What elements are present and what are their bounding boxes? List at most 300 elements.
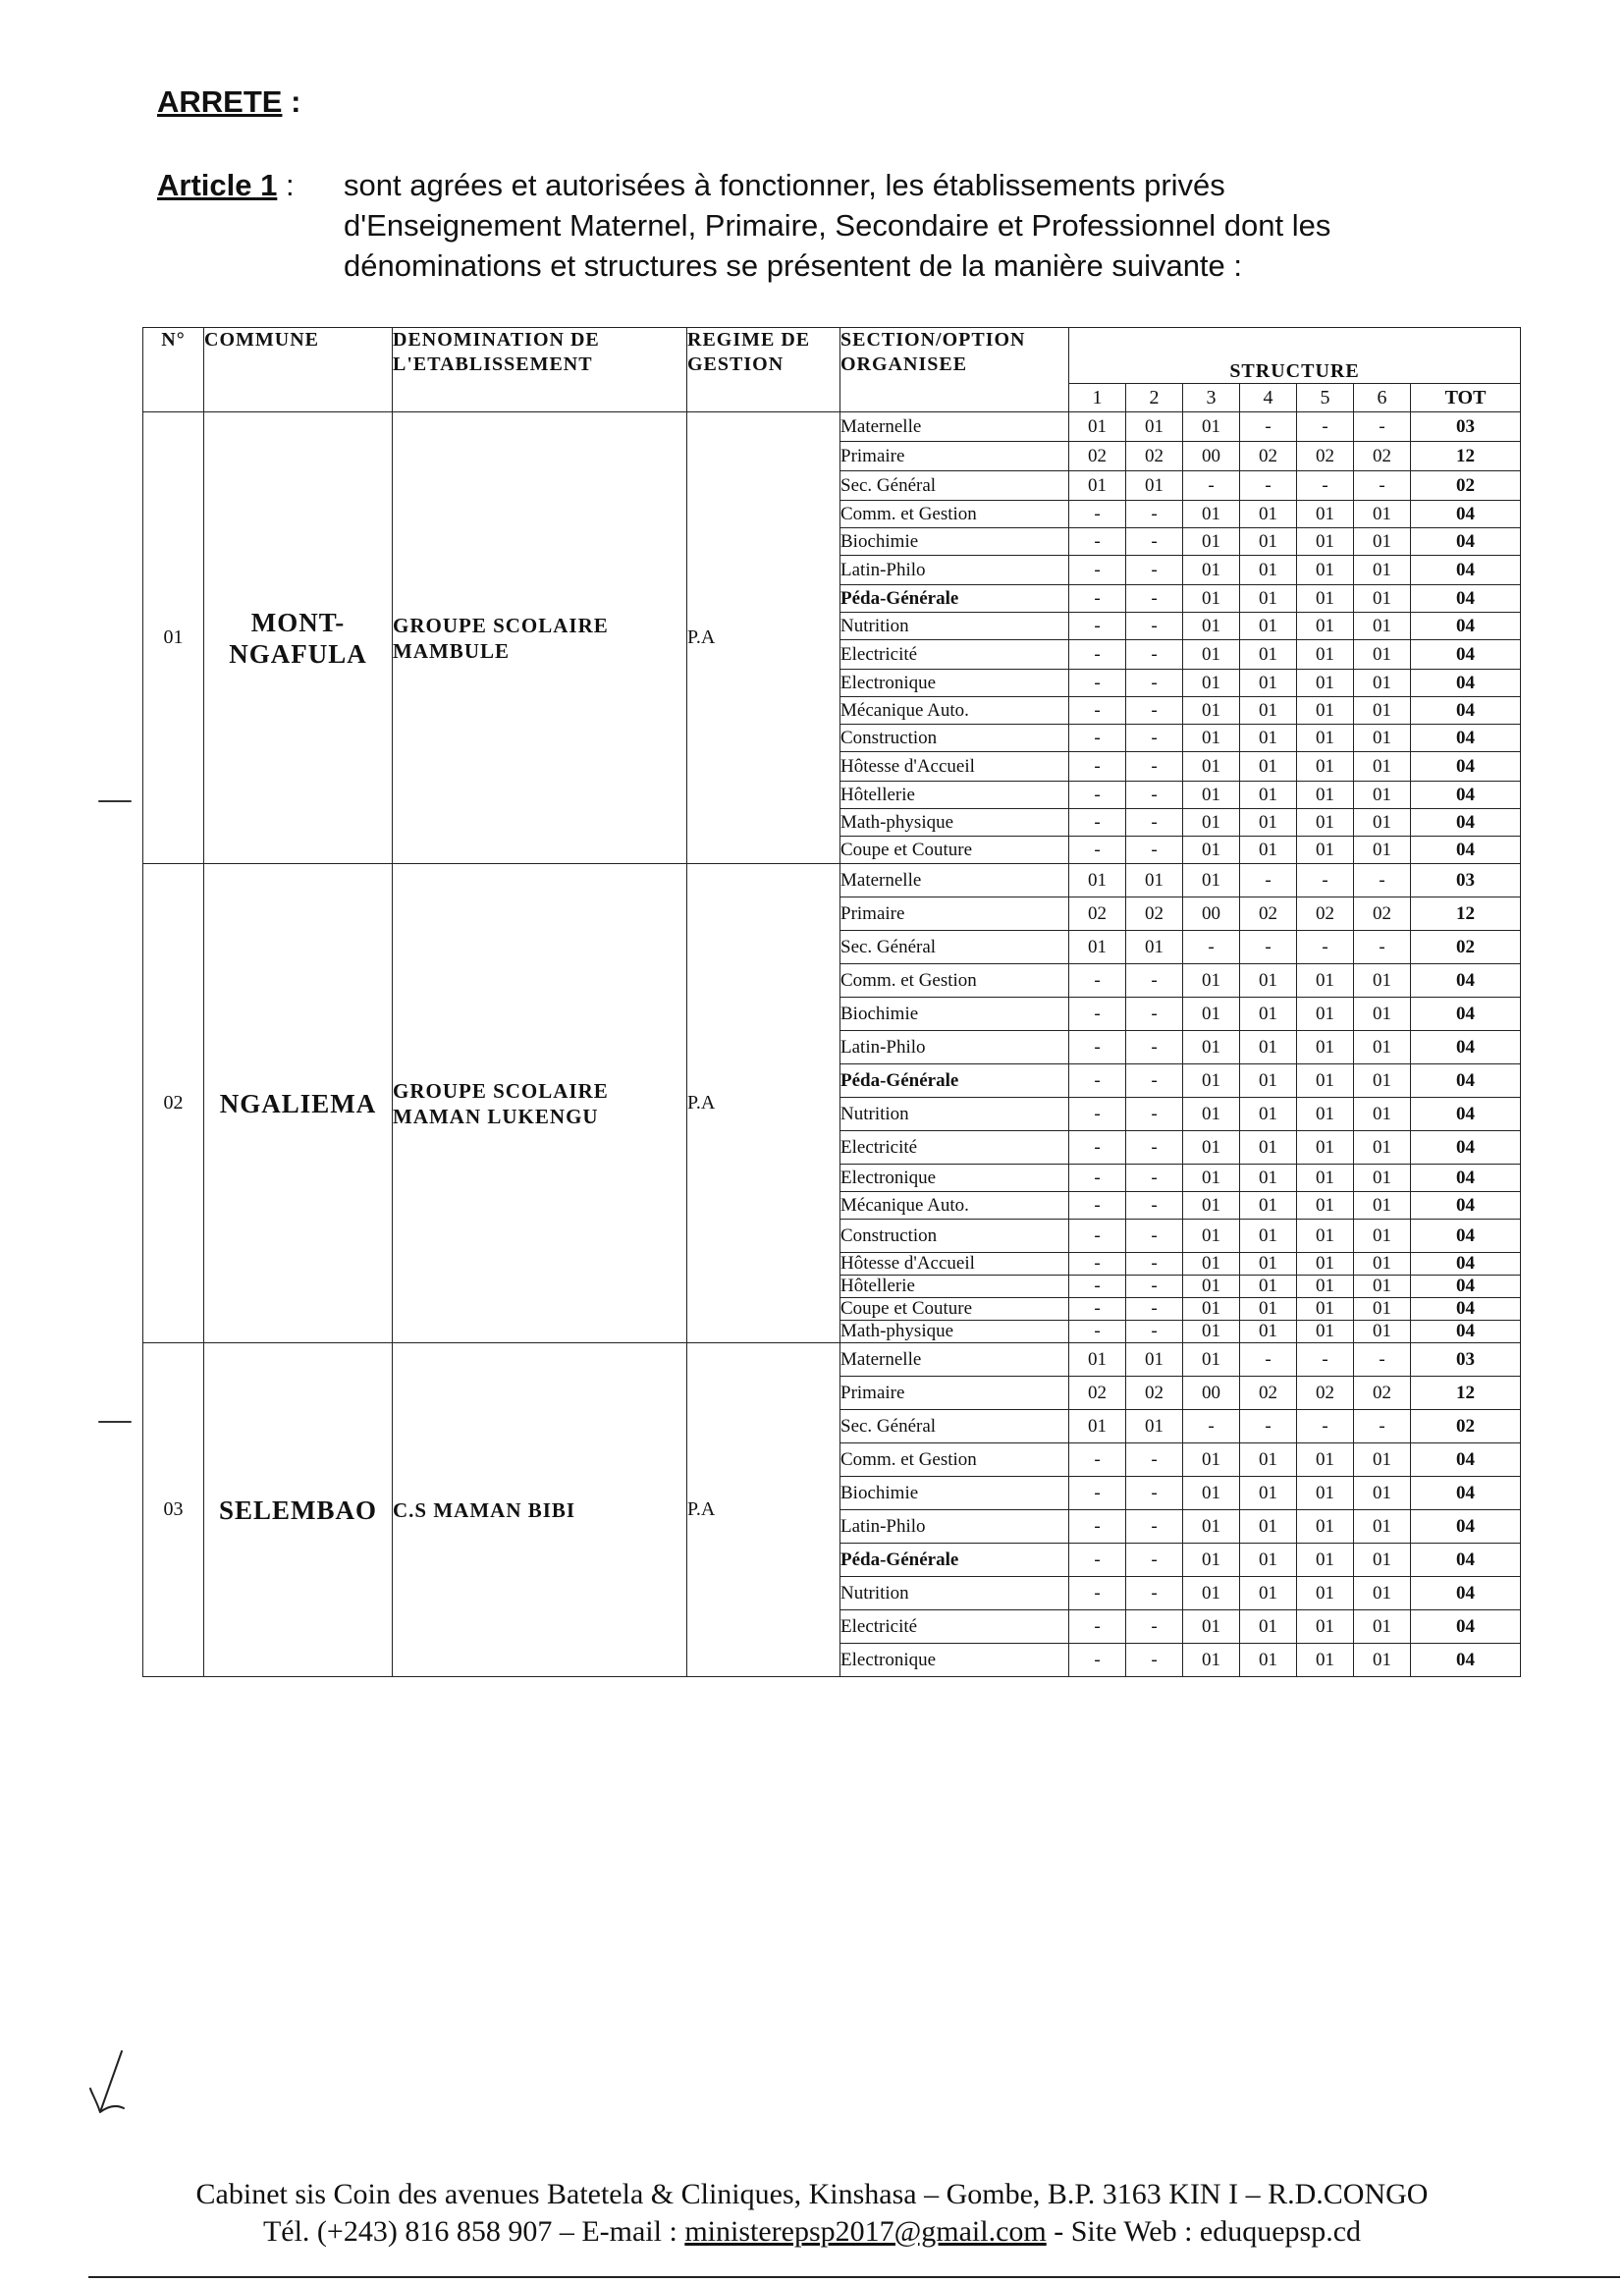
section-option: Electronique [840,1644,1069,1677]
structure-cell-3: 01 [1183,964,1240,998]
structure-total: 04 [1411,782,1521,809]
section-option: Electricité [840,1610,1069,1644]
structure-cell-1: 01 [1069,412,1126,442]
article-label: Article 1 [157,168,278,202]
structure-cell-3: 00 [1183,442,1240,471]
structure-total: 04 [1411,725,1521,752]
margin-mark [98,1421,132,1423]
structure-total: 04 [1411,1064,1521,1098]
structure-cell-3: 01 [1183,640,1240,670]
structure-cell-4: 01 [1240,1131,1297,1165]
structure-cell-3: 00 [1183,897,1240,931]
structure-cell-2: - [1126,752,1183,782]
structure-cell-4: 01 [1240,809,1297,837]
structure-total: 04 [1411,697,1521,725]
structure-total: 04 [1411,640,1521,670]
structure-cell-3: 01 [1183,782,1240,809]
table-body [143,412,1521,1677]
margin-mark [98,800,132,802]
header-col-5: 5 [1297,384,1354,412]
structure-cell-5: 01 [1297,1131,1354,1165]
structure-cell-3: 01 [1183,412,1240,442]
structure-cell-4: 01 [1240,585,1297,613]
structure-cell-1: - [1069,528,1126,556]
structure-cell-1: - [1069,1644,1126,1677]
footer-phone: Tél. (+243) 816 858 907 – E-mail : [262,2215,685,2248]
structure-cell-6: 01 [1354,1321,1411,1343]
structure-total: 03 [1411,864,1521,897]
structure-cell-4: 02 [1240,1377,1297,1410]
structure-cell-5: 01 [1297,1298,1354,1321]
structure-cell-2: - [1126,725,1183,752]
structure-cell-2: 02 [1126,1377,1183,1410]
structure-cell-5: 01 [1297,1443,1354,1477]
structure-cell-4: 01 [1240,501,1297,528]
structure-cell-4: 01 [1240,1031,1297,1064]
header-col-tot: TOT [1411,384,1521,412]
structure-cell-5: 01 [1297,1165,1354,1192]
structure-cell-6: 01 [1354,556,1411,585]
structure-cell-6: 01 [1354,1477,1411,1510]
structure-total: 02 [1411,1410,1521,1443]
structure-cell-3: 01 [1183,585,1240,613]
structure-cell-6: 01 [1354,1610,1411,1644]
structure-cell-4: - [1240,1410,1297,1443]
section-option: Electronique [840,670,1069,697]
section-option: Biochimie [840,1477,1069,1510]
structure-cell-2: - [1126,964,1183,998]
structure-cell-1: - [1069,1321,1126,1343]
section-option: Electricité [840,1131,1069,1165]
structure-cell-6: 01 [1354,1098,1411,1131]
structure-cell-2: - [1126,1220,1183,1253]
structure-cell-3: - [1183,931,1240,964]
structure-total: 04 [1411,1276,1521,1298]
structure-cell-6: 01 [1354,1253,1411,1276]
structure-cell-3: 00 [1183,1377,1240,1410]
structure-cell-1: - [1069,585,1126,613]
structure-cell-1: - [1069,1544,1126,1577]
structure-cell-3: 01 [1183,528,1240,556]
structure-cell-5: 01 [1297,964,1354,998]
structure-total: 04 [1411,1298,1521,1321]
structure-cell-1: - [1069,837,1126,864]
section-option: Hôtesse d'Accueil [840,1253,1069,1276]
structure-cell-2: - [1126,528,1183,556]
header-col-3: 3 [1183,384,1240,412]
section-option: Math-physique [840,809,1069,837]
group-etablissement: GROUPE SCOLAIRE MAMAN LUKENGU [393,864,687,1343]
structure-cell-4: 01 [1240,752,1297,782]
structure-cell-5: 01 [1297,837,1354,864]
structure-cell-2: - [1126,1510,1183,1544]
group-regime: P.A [687,1343,840,1677]
structure-cell-1: - [1069,613,1126,640]
structure-total: 04 [1411,964,1521,998]
page-heading [157,84,300,120]
structure-cell-4: 01 [1240,1321,1297,1343]
structure-cell-5: 01 [1297,1220,1354,1253]
structure-cell-1: 02 [1069,897,1126,931]
structure-cell-6: 01 [1354,1443,1411,1477]
structure-cell-5: 01 [1297,697,1354,725]
structure-cell-2: - [1126,585,1183,613]
structure-total: 04 [1411,501,1521,528]
group-no: 03 [143,1343,204,1677]
structure-cell-5: 01 [1297,782,1354,809]
structure-cell-5: 01 [1297,1276,1354,1298]
structure-cell-5: 01 [1297,725,1354,752]
structure-cell-5: 01 [1297,528,1354,556]
footer-rule [88,2276,1620,2278]
group-commune: NGALIEMA [204,864,393,1343]
structure-cell-2: - [1126,1165,1183,1192]
table-row [143,1343,1521,1377]
structure-cell-4: 01 [1240,1276,1297,1298]
structure-cell-5: 01 [1297,1031,1354,1064]
structure-cell-6: 01 [1354,1192,1411,1220]
structure-cell-6: - [1354,864,1411,897]
structure-cell-1: - [1069,1510,1126,1544]
structure-cell-1: - [1069,640,1126,670]
structure-cell-1: - [1069,1165,1126,1192]
structure-cell-2: 01 [1126,864,1183,897]
structure-cell-5: 01 [1297,998,1354,1031]
structure-cell-1: - [1069,1220,1126,1253]
structure-cell-2: - [1126,1098,1183,1131]
structure-cell-2: - [1126,1544,1183,1577]
section-option: Comm. et Gestion [840,964,1069,998]
structure-cell-5: 01 [1297,1610,1354,1644]
table-row [143,864,1521,897]
section-option: Primaire [840,1377,1069,1410]
structure-total: 03 [1411,1343,1521,1377]
structure-cell-5: 01 [1297,1321,1354,1343]
structure-cell-4: 01 [1240,556,1297,585]
section-option: Comm. et Gestion [840,1443,1069,1477]
structure-cell-5: - [1297,864,1354,897]
structure-cell-2: - [1126,670,1183,697]
structure-cell-6: - [1354,1343,1411,1377]
section-option: Coupe et Couture [840,1298,1069,1321]
structure-cell-1: - [1069,1031,1126,1064]
structure-cell-3: 01 [1183,501,1240,528]
section-option: Péda-Générale [840,1544,1069,1577]
structure-cell-3: 01 [1183,1343,1240,1377]
structure-cell-1: - [1069,1477,1126,1510]
section-option: Sec. Général [840,1410,1069,1443]
structure-cell-2: - [1126,1443,1183,1477]
section-option: Biochimie [840,528,1069,556]
structure-cell-1: - [1069,1298,1126,1321]
structure-cell-3: 01 [1183,1298,1240,1321]
structure-cell-1: 01 [1069,1343,1126,1377]
structure-cell-5: - [1297,1343,1354,1377]
structure-cell-1: 02 [1069,1377,1126,1410]
structure-cell-5: - [1297,471,1354,501]
structure-cell-3: 01 [1183,1510,1240,1544]
structure-total: 04 [1411,1443,1521,1477]
structure-cell-4: - [1240,412,1297,442]
footer-website: - Site Web : eduquepsp.cd [1046,2215,1362,2248]
structure-cell-5: 01 [1297,1253,1354,1276]
structure-cell-2: - [1126,1192,1183,1220]
structure-cell-5: 01 [1297,1477,1354,1510]
structure-cell-6: 01 [1354,1276,1411,1298]
section-option: Hôtesse d'Accueil [840,752,1069,782]
structure-cell-6: 01 [1354,1510,1411,1544]
structure-cell-4: 01 [1240,1220,1297,1253]
structure-cell-5: 02 [1297,442,1354,471]
structure-cell-6: 01 [1354,809,1411,837]
structure-cell-1: - [1069,1192,1126,1220]
header-commune: COMMUNE [204,328,393,412]
structure-total: 04 [1411,528,1521,556]
structure-cell-2: - [1126,1577,1183,1610]
structure-cell-1: - [1069,1577,1126,1610]
structure-cell-2: - [1126,1321,1183,1343]
structure-cell-4: 01 [1240,613,1297,640]
structure-cell-4: 01 [1240,1477,1297,1510]
structure-cell-3: 01 [1183,670,1240,697]
structure-cell-5: - [1297,931,1354,964]
structure-total: 04 [1411,1220,1521,1253]
structure-cell-3: 01 [1183,1220,1240,1253]
structure-cell-6: 01 [1354,998,1411,1031]
structure-cell-5: 01 [1297,1577,1354,1610]
structure-total: 04 [1411,1253,1521,1276]
structure-cell-4: 01 [1240,1510,1297,1544]
structure-cell-3: 01 [1183,1321,1240,1343]
structure-cell-1: - [1069,964,1126,998]
section-option: Hôtellerie [840,782,1069,809]
structure-cell-3: 01 [1183,1477,1240,1510]
header-structure: STRUCTURE [1069,328,1521,384]
structure-cell-6: 01 [1354,837,1411,864]
structure-cell-1: - [1069,1131,1126,1165]
section-option: Péda-Générale [840,1064,1069,1098]
structure-cell-4: 02 [1240,442,1297,471]
structure-cell-1: 01 [1069,864,1126,897]
structure-cell-3: 01 [1183,1131,1240,1165]
structure-cell-6: 01 [1354,1131,1411,1165]
structure-cell-6: 01 [1354,585,1411,613]
structure-cell-2: - [1126,613,1183,640]
structure-total: 04 [1411,1131,1521,1165]
structure-total: 04 [1411,556,1521,585]
structure-total: 04 [1411,1192,1521,1220]
structure-cell-6: 01 [1354,1165,1411,1192]
section-option: Latin-Philo [840,1031,1069,1064]
structure-cell-4: 01 [1240,670,1297,697]
structure-cell-4: 01 [1240,1544,1297,1577]
structure-cell-3: 01 [1183,1276,1240,1298]
structure-total: 04 [1411,1510,1521,1544]
header-col-6: 6 [1354,384,1411,412]
structure-cell-3: 01 [1183,1031,1240,1064]
section-option: Nutrition [840,1577,1069,1610]
structure-cell-6: 01 [1354,528,1411,556]
structure-cell-4: 01 [1240,1098,1297,1131]
structure-total: 04 [1411,585,1521,613]
structure-cell-2: - [1126,1253,1183,1276]
structure-cell-3: 01 [1183,1610,1240,1644]
structure-total: 04 [1411,1644,1521,1677]
structure-total: 04 [1411,1098,1521,1131]
structure-cell-1: - [1069,1276,1126,1298]
structure-cell-4: 01 [1240,1064,1297,1098]
structure-cell-1: - [1069,1610,1126,1644]
structure-cell-5: 01 [1297,1192,1354,1220]
structure-cell-1: - [1069,1064,1126,1098]
header-section: SECTION/OPTION ORGANISEE [840,328,1069,412]
establishments-table [142,327,1521,1677]
group-regime: P.A [687,864,840,1343]
structure-cell-2: - [1126,1298,1183,1321]
structure-cell-5: 01 [1297,501,1354,528]
structure-cell-4: 01 [1240,782,1297,809]
structure-total: 04 [1411,613,1521,640]
structure-cell-2: - [1126,1131,1183,1165]
section-option: Latin-Philo [840,1510,1069,1544]
structure-cell-5: 01 [1297,640,1354,670]
section-option: Maternelle [840,864,1069,897]
structure-total: 04 [1411,1544,1521,1577]
structure-cell-3: 01 [1183,837,1240,864]
structure-cell-2: - [1126,1031,1183,1064]
structure-cell-6: 01 [1354,1220,1411,1253]
header-denomination: DENOMINATION DE L'ETABLISSEMENT [393,328,687,412]
structure-cell-1: 02 [1069,442,1126,471]
structure-cell-2: - [1126,1064,1183,1098]
structure-cell-1: - [1069,809,1126,837]
structure-cell-6: 01 [1354,752,1411,782]
section-option: Maternelle [840,412,1069,442]
structure-cell-6: - [1354,931,1411,964]
structure-total: 04 [1411,837,1521,864]
section-option: Nutrition [840,613,1069,640]
structure-cell-5: - [1297,1410,1354,1443]
structure-total: 04 [1411,670,1521,697]
structure-cell-1: - [1069,782,1126,809]
structure-cell-4: 01 [1240,1253,1297,1276]
group-commune: MONT-NGAFULA [204,412,393,864]
section-option: Sec. Général [840,471,1069,501]
section-option: Mécanique Auto. [840,1192,1069,1220]
establishments-table-wrap [142,327,1521,1677]
structure-cell-5: 02 [1297,1377,1354,1410]
structure-cell-3: 01 [1183,1192,1240,1220]
structure-cell-5: 01 [1297,809,1354,837]
structure-cell-3: 01 [1183,725,1240,752]
structure-cell-5: 01 [1297,1644,1354,1677]
section-option: Comm. et Gestion [840,501,1069,528]
structure-cell-6: 01 [1354,670,1411,697]
group-no: 02 [143,864,204,1343]
structure-cell-2: - [1126,998,1183,1031]
section-option: Math-physique [840,1321,1069,1343]
section-option: Primaire [840,442,1069,471]
structure-total: 12 [1411,897,1521,931]
structure-cell-6: 01 [1354,1031,1411,1064]
structure-cell-3: 01 [1183,809,1240,837]
header-col-2: 2 [1126,384,1183,412]
structure-cell-6: 01 [1354,725,1411,752]
structure-cell-1: - [1069,670,1126,697]
group-no: 01 [143,412,204,864]
structure-cell-1: - [1069,1253,1126,1276]
structure-cell-4: 01 [1240,1610,1297,1644]
group-regime: P.A [687,412,840,864]
structure-cell-4: 01 [1240,1443,1297,1477]
structure-cell-2: - [1126,1477,1183,1510]
structure-cell-4: 01 [1240,1192,1297,1220]
section-option: Mécanique Auto. [840,697,1069,725]
article-line: d'Enseignement Maternel, Primaire, Secondaire et Professionnel dont les [344,208,1331,243]
structure-cell-4: 01 [1240,964,1297,998]
footer-contact [0,2215,1624,2249]
structure-cell-1: - [1069,697,1126,725]
article-colon: : [277,168,295,202]
structure-cell-3: 01 [1183,613,1240,640]
structure-total: 04 [1411,752,1521,782]
structure-cell-1: - [1069,1098,1126,1131]
structure-total: 04 [1411,1031,1521,1064]
structure-cell-1: - [1069,501,1126,528]
table-row [143,412,1521,442]
structure-cell-3: 01 [1183,1443,1240,1477]
structure-cell-6: 01 [1354,1544,1411,1577]
structure-cell-3: 01 [1183,1098,1240,1131]
structure-cell-5: 01 [1297,752,1354,782]
section-option: Electronique [840,1165,1069,1192]
section-option: Electricité [840,640,1069,670]
signature-mark-icon [86,2047,135,2126]
structure-total: 04 [1411,1165,1521,1192]
footer-email-link[interactable]: ministerepsp2017@gmail.com [684,2215,1047,2248]
structure-cell-6: 01 [1354,1577,1411,1610]
structure-cell-4: 01 [1240,528,1297,556]
structure-cell-2: - [1126,1276,1183,1298]
structure-cell-1: - [1069,998,1126,1031]
structure-total: 12 [1411,1377,1521,1410]
structure-total: 04 [1411,809,1521,837]
section-option: Nutrition [840,1098,1069,1131]
structure-cell-6: 02 [1354,897,1411,931]
structure-cell-4: 01 [1240,697,1297,725]
structure-cell-5: 01 [1297,1064,1354,1098]
structure-cell-1: - [1069,752,1126,782]
article-line: dénominations et structures se présentent de la manière suivante : [344,248,1243,283]
structure-cell-4: - [1240,471,1297,501]
section-option: Construction [840,725,1069,752]
structure-cell-3: 01 [1183,1644,1240,1677]
section-option: Péda-Générale [840,585,1069,613]
structure-cell-6: 01 [1354,501,1411,528]
section-option: Latin-Philo [840,556,1069,585]
structure-cell-4: 02 [1240,897,1297,931]
section-option: Primaire [840,897,1069,931]
structure-cell-5: 01 [1297,556,1354,585]
structure-cell-2: 01 [1126,1343,1183,1377]
section-option: Hôtellerie [840,1276,1069,1298]
structure-cell-4: 01 [1240,1577,1297,1610]
structure-total: 02 [1411,931,1521,964]
structure-cell-6: - [1354,471,1411,501]
structure-cell-6: 01 [1354,1298,1411,1321]
structure-cell-5: 02 [1297,897,1354,931]
structure-cell-2: - [1126,782,1183,809]
